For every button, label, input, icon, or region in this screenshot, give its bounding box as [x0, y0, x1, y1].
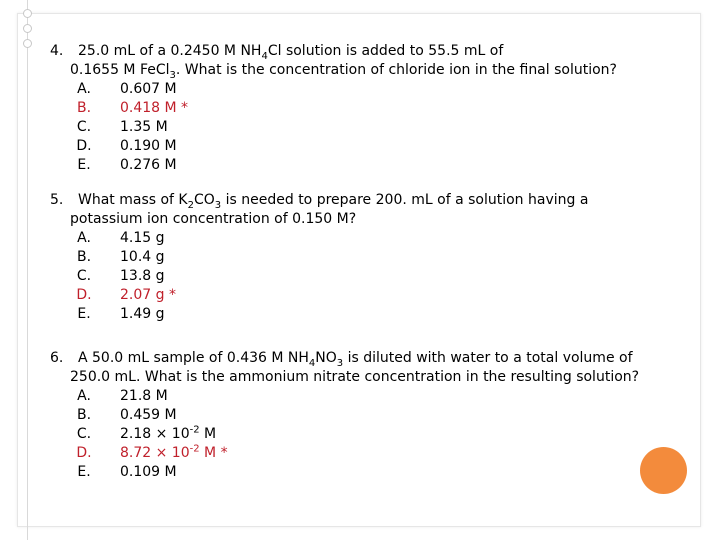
answer-option-correct: D. 2.07 g *	[76, 287, 176, 303]
question-number: 5.	[50, 192, 64, 208]
answer-option: B. 0.459 M	[76, 407, 177, 423]
answer-option-correct: D. $8.72 \times 10^{-2}$ M *	[76, 443, 228, 461]
answer-option: C. 1.35 M	[76, 119, 168, 135]
question-5	[50, 191, 588, 324]
stem-line: A 50.0 mL sample of 0.436 M $NH_4NO_3$ is diluted with water to a total volume of	[78, 350, 633, 369]
question-stem	[50, 191, 588, 229]
stem-line: 250.0 mL. What is the ammonium nitrate concentration in the resulting solution?	[70, 369, 640, 385]
answer-option: E. 0.109 M	[77, 464, 177, 480]
answer-option: C. $2.18 \times 10^{-2}$ M	[76, 424, 217, 442]
answer-option: D. 0.190 M	[76, 138, 177, 154]
question-stem	[50, 42, 617, 80]
question-6	[50, 349, 639, 482]
answer-option: B. 10.4 g	[76, 249, 165, 265]
stem-line: potassium ion concentration of 0.150 M?	[70, 211, 357, 227]
decorative-orange-circle	[640, 447, 687, 494]
answer-option: E. 1.49 g	[77, 306, 165, 322]
decorative-dot-icon	[23, 39, 32, 48]
answer-option-correct: B. 0.418 M *	[76, 100, 189, 116]
answer-option: A. 4.15 g	[77, 230, 165, 246]
answer-option: C. 13.8 g	[76, 268, 165, 284]
decorative-vertical-line	[27, 0, 28, 540]
answer-option: A. 0.607 M	[77, 81, 177, 97]
answer-option: E. 0.276 M	[77, 157, 177, 173]
question-number: 4.	[50, 43, 64, 59]
decorative-dot-icon	[23, 24, 32, 33]
stem-line: What mass of $K_2CO_3$ is needed to prepare 200. mL of a solution having a	[78, 192, 589, 211]
decorative-dot-icon	[23, 9, 32, 18]
question-stem	[50, 349, 639, 387]
stem-line: 25.0 mL of a 0.2450 M $NH_4Cl$ solution is added to 55.5 mL of	[78, 43, 504, 62]
question-4	[50, 42, 617, 175]
answer-option: A. 21.8 M	[77, 388, 168, 404]
stem-line: 0.1655 M FeCl$_3$. What is the concentration of chloride ion in the final solution?	[70, 62, 617, 81]
question-number: 6.	[50, 350, 64, 366]
